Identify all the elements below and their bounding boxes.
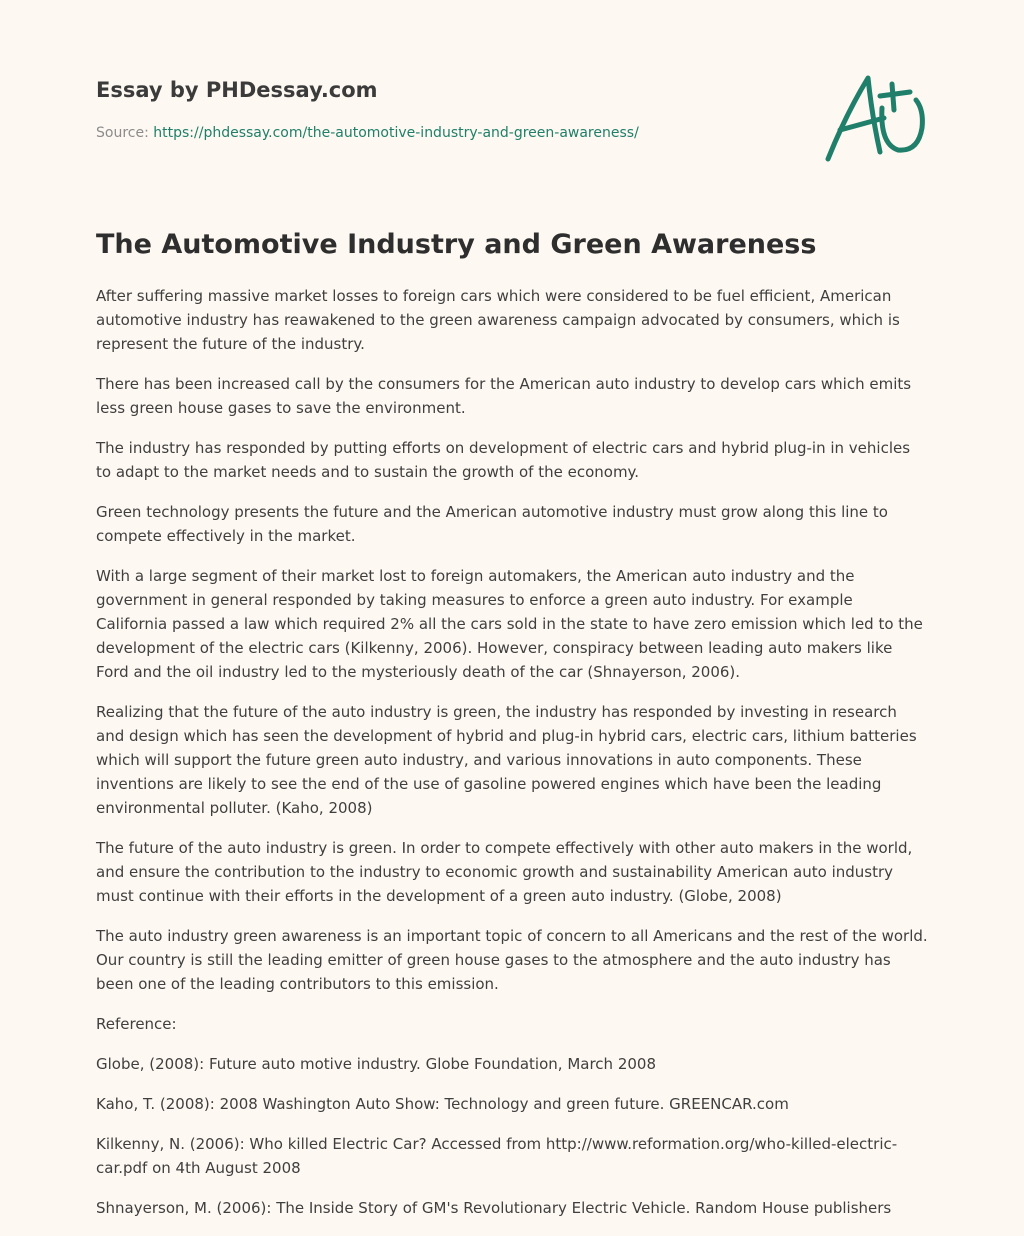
reference-item: Kaho, T. (2008): 2008 Washington Auto Show: Technology and green future. GREENCAR.com xyxy=(96,1095,789,1113)
essay-body xyxy=(96,284,928,1236)
paragraph: With a large segment of their market lost to foreign automakers, the American auto industry and the government in general responded by taking measures to enforce a green auto industry. For example California passed a law which required 2% all the cars sold in the state to have zero emission which led to the development of the electric cars (Kilkenny, 2006). However, conspiracy between leading auto makers like Ford and the oil industry led to the mysteriously death of the car (Shnayerson, 2006). xyxy=(96,567,923,681)
header xyxy=(96,76,639,143)
source-line xyxy=(96,123,639,143)
paragraph: There has been increased call by the consumers for the American auto industry to develop cars which emits less green house gases to save the environment. xyxy=(96,375,912,417)
paragraph: After suffering massive market losses to foreign cars which were considered to be fuel efficient, American automotive industry has reawakened to the green awareness campaign advocated by consumers, which is represent the future of the industry. xyxy=(96,287,900,353)
source-link[interactable]: https://phdessay.com/the-automotive-industry-and-green-awareness/ xyxy=(153,125,639,141)
essay-title: The Automotive Industry and Green Awareness xyxy=(96,229,817,260)
paragraph: The industry has responded by putting efforts on development of electric cars and hybrid plug-in in vehicles to adapt to the market needs and to sustain the growth of the economy. xyxy=(96,439,911,481)
a-plus-logo-icon xyxy=(818,66,930,166)
source-label: Source: xyxy=(96,125,154,141)
paragraph: The future of the auto industry is green. In order to compete effectively with other auto makers in the world, and ensure the contribution to the industry to economic growth and sustainability American auto industry must continue with their efforts in the development of a green auto industry. (Globe, 2008) xyxy=(96,839,913,905)
reference-item: Shnayerson, M. (2006): The Inside Story of GM's Revolutionary Electric Vehicle. Random House publishers xyxy=(96,1199,892,1217)
reference-item: Globe, (2008): Future auto motive industry. Globe Foundation, March 2008 xyxy=(96,1055,656,1073)
reference-item: Kilkenny, N. (2006): Who killed Electric Car? Accessed from http://www.reformation.org/who-killed-electric-car.pdf on 4th August 2008 xyxy=(96,1135,898,1177)
reference-heading: Reference: xyxy=(96,1015,177,1033)
paragraph: The auto industry green awareness is an important topic of concern to all Americans and the rest of the world. Our country is still the leading emitter of green house gases to the atmosphere and the auto industry has been one of the leading contributors to this emission. xyxy=(96,927,928,993)
site-title: Essay by PHDessay.com xyxy=(96,78,378,102)
paragraph: Green technology presents the future and the American automotive industry must grow along this line to compete effectively in the market. xyxy=(96,503,888,545)
paragraph: Realizing that the future of the auto industry is green, the industry has responded by investing in research and design which has seen the development of hybrid and plug-in hybrid cars, electric cars, lithium batteries which will support the future green auto industry, and various innovations in auto components. These inventions are likely to see the end of the use of gasoline powered engines which have been the leading environmental polluter. (Kaho, 2008) xyxy=(96,703,917,817)
